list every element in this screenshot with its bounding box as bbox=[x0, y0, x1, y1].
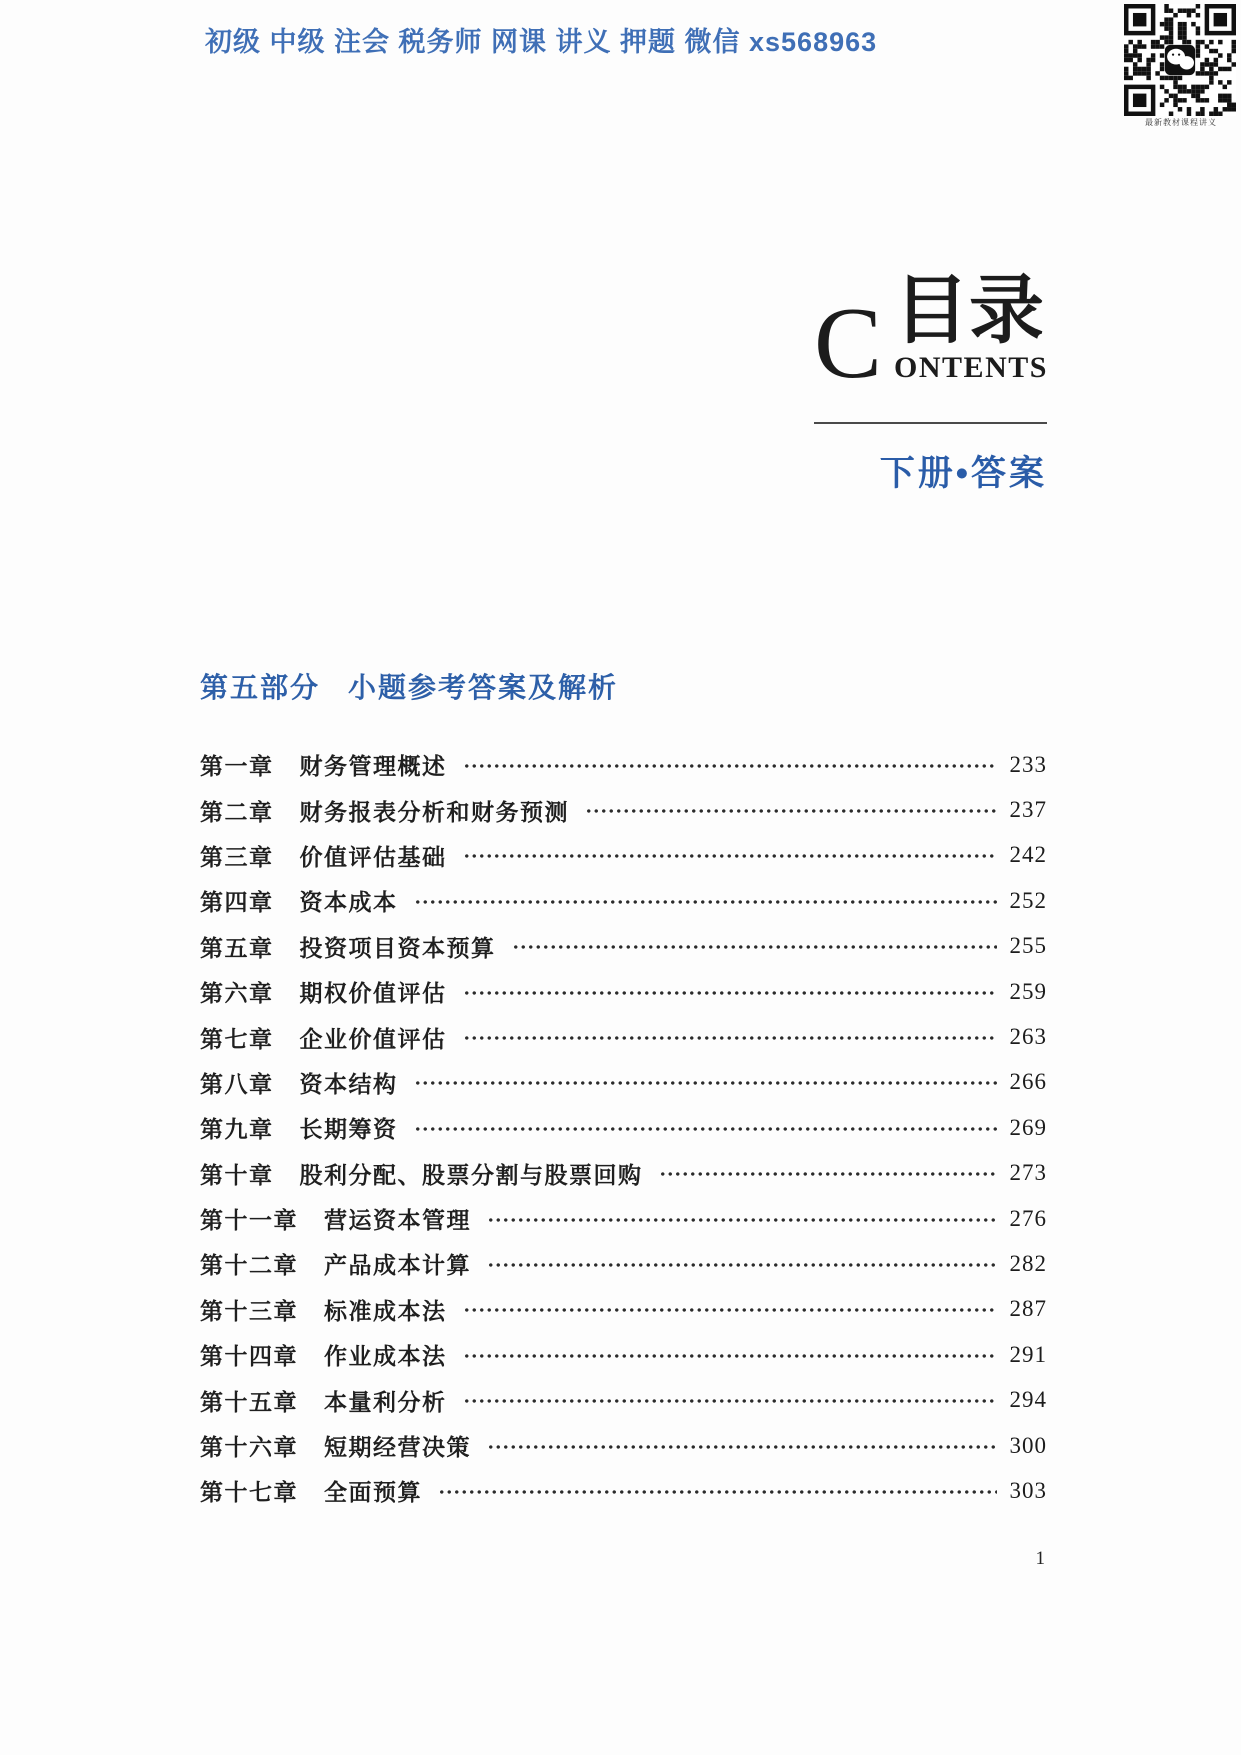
chapter-page-number: 237 bbox=[1009, 797, 1047, 823]
volume-subtitle: 下册•答案 bbox=[879, 454, 1047, 493]
page-number: 1 bbox=[1035, 1548, 1045, 1569]
chapter-label: 第十章 bbox=[200, 1161, 274, 1188]
toc-row bbox=[200, 1423, 1047, 1468]
toc-row bbox=[200, 1105, 1047, 1150]
dot-leader bbox=[659, 1170, 998, 1178]
chapter-title: 资本成本 bbox=[299, 889, 398, 916]
chapter-title: 营运资本管理 bbox=[324, 1207, 471, 1234]
chapter-page-number: 300 bbox=[1009, 1432, 1047, 1458]
toc-row bbox=[200, 1332, 1047, 1377]
chapter-page-number: 282 bbox=[1009, 1250, 1047, 1276]
contents-initial-letter: C bbox=[814, 287, 883, 401]
toc-row bbox=[200, 1377, 1047, 1422]
chapter-label: 第三章 bbox=[200, 843, 274, 870]
toc-row bbox=[200, 1151, 1047, 1196]
chapter-title: 全面预算 bbox=[324, 1479, 422, 1506]
dot-leader bbox=[414, 898, 998, 906]
toc-row bbox=[200, 878, 1047, 923]
chapter-label: 第七章 bbox=[200, 1025, 274, 1052]
dot-leader bbox=[585, 807, 997, 815]
section-title: 小题参考答案及解析 bbox=[348, 672, 619, 703]
dot-leader bbox=[463, 1352, 998, 1360]
chapter-title: 期权价值评估 bbox=[299, 980, 447, 1007]
chapter-label: 第六章 bbox=[200, 980, 274, 1007]
dot-leader bbox=[438, 1488, 997, 1496]
chapter-label: 第十七章 bbox=[200, 1479, 298, 1506]
chapter-title: 资本结构 bbox=[299, 1070, 398, 1097]
chapter-label: 第一章 bbox=[200, 753, 274, 780]
chapter-title: 财务报表分析和财务预测 bbox=[299, 798, 569, 825]
chapter-title: 财务管理概述 bbox=[299, 753, 447, 780]
chapter-page-number: 242 bbox=[1009, 842, 1047, 868]
section-part-label: 第五部分 bbox=[200, 672, 321, 703]
dot-leader bbox=[463, 852, 998, 860]
chapter-title: 价值评估基础 bbox=[299, 843, 447, 870]
chapter-title: 短期经营决策 bbox=[324, 1434, 471, 1461]
chapter-title: 股利分配、股票分割与股票回购 bbox=[299, 1161, 643, 1188]
chapter-page-number: 259 bbox=[1009, 978, 1047, 1004]
qr-block bbox=[1124, 4, 1238, 128]
chapter-page-number: 273 bbox=[1009, 1160, 1047, 1186]
dot-leader bbox=[463, 1306, 998, 1314]
toc-row bbox=[200, 1196, 1047, 1241]
chapter-page-number: 269 bbox=[1009, 1114, 1047, 1140]
chapter-title: 产品成本计算 bbox=[324, 1252, 471, 1279]
chapter-page-number: 287 bbox=[1009, 1296, 1047, 1322]
toc-row bbox=[200, 787, 1047, 832]
chapter-label: 第九章 bbox=[200, 1116, 274, 1143]
section-header bbox=[200, 666, 618, 706]
chapter-title: 标准成本法 bbox=[324, 1297, 447, 1324]
qr-code bbox=[1124, 4, 1236, 116]
dot-leader bbox=[512, 943, 998, 951]
header-promo-text: 初级 中级 注会 税务师 网课 讲义 押题 微信 xs568963 bbox=[205, 27, 878, 57]
chapter-page-number: 291 bbox=[1009, 1341, 1047, 1367]
title-chinese: 目录 bbox=[894, 268, 1045, 352]
toc-row bbox=[200, 833, 1047, 878]
toc-list bbox=[200, 742, 1047, 1514]
chapter-page-number: 233 bbox=[1009, 751, 1047, 777]
toc-row bbox=[200, 969, 1047, 1014]
title-english: ONTENTS bbox=[894, 351, 1048, 384]
chapter-label: 第四章 bbox=[200, 889, 274, 916]
dot-leader bbox=[463, 762, 998, 770]
chapter-title: 作业成本法 bbox=[324, 1343, 447, 1370]
chapter-page-number: 303 bbox=[1009, 1477, 1047, 1503]
toc-row bbox=[200, 924, 1047, 969]
chapter-label: 第二章 bbox=[200, 798, 274, 825]
dot-leader bbox=[463, 1034, 998, 1042]
dot-leader bbox=[463, 989, 998, 997]
chapter-page-number: 255 bbox=[1009, 933, 1047, 959]
chapter-page-number: 294 bbox=[1009, 1387, 1047, 1413]
wechat-icon bbox=[1165, 45, 1195, 75]
toc-row bbox=[200, 1241, 1047, 1286]
title-divider bbox=[814, 422, 1047, 424]
page-title bbox=[814, 253, 1047, 496]
chapter-label: 第八章 bbox=[200, 1070, 274, 1097]
dot-leader bbox=[414, 1079, 998, 1087]
chapter-page-number: 252 bbox=[1009, 887, 1047, 913]
chapter-title: 长期筹资 bbox=[299, 1116, 398, 1143]
chapter-label: 第十二章 bbox=[200, 1252, 298, 1279]
toc-row bbox=[200, 1468, 1047, 1513]
chapter-label: 第十六章 bbox=[200, 1434, 298, 1461]
dot-leader bbox=[487, 1216, 997, 1224]
toc-row bbox=[200, 742, 1047, 787]
chapter-page-number: 266 bbox=[1009, 1069, 1047, 1095]
dot-leader bbox=[463, 1397, 998, 1405]
toc-row bbox=[200, 1060, 1047, 1105]
chapter-page-number: 263 bbox=[1009, 1024, 1047, 1050]
chapter-title: 投资项目资本预算 bbox=[299, 934, 496, 961]
dot-leader bbox=[487, 1261, 997, 1269]
chapter-label: 第十五章 bbox=[200, 1388, 298, 1415]
toc-row bbox=[200, 1287, 1047, 1332]
chapter-label: 第五章 bbox=[200, 934, 274, 961]
chapter-title: 企业价值评估 bbox=[299, 1025, 447, 1052]
dot-leader bbox=[414, 1125, 998, 1133]
chapter-label: 第十四章 bbox=[200, 1343, 298, 1370]
chapter-label: 第十一章 bbox=[200, 1207, 298, 1234]
qr-caption: 最新教材课程讲义 bbox=[1145, 118, 1217, 127]
chapter-page-number: 276 bbox=[1009, 1205, 1047, 1231]
dot-leader bbox=[487, 1443, 997, 1451]
chapter-title: 本量利分析 bbox=[324, 1388, 447, 1415]
toc-row bbox=[200, 1014, 1047, 1059]
chapter-label: 第十三章 bbox=[200, 1297, 298, 1324]
